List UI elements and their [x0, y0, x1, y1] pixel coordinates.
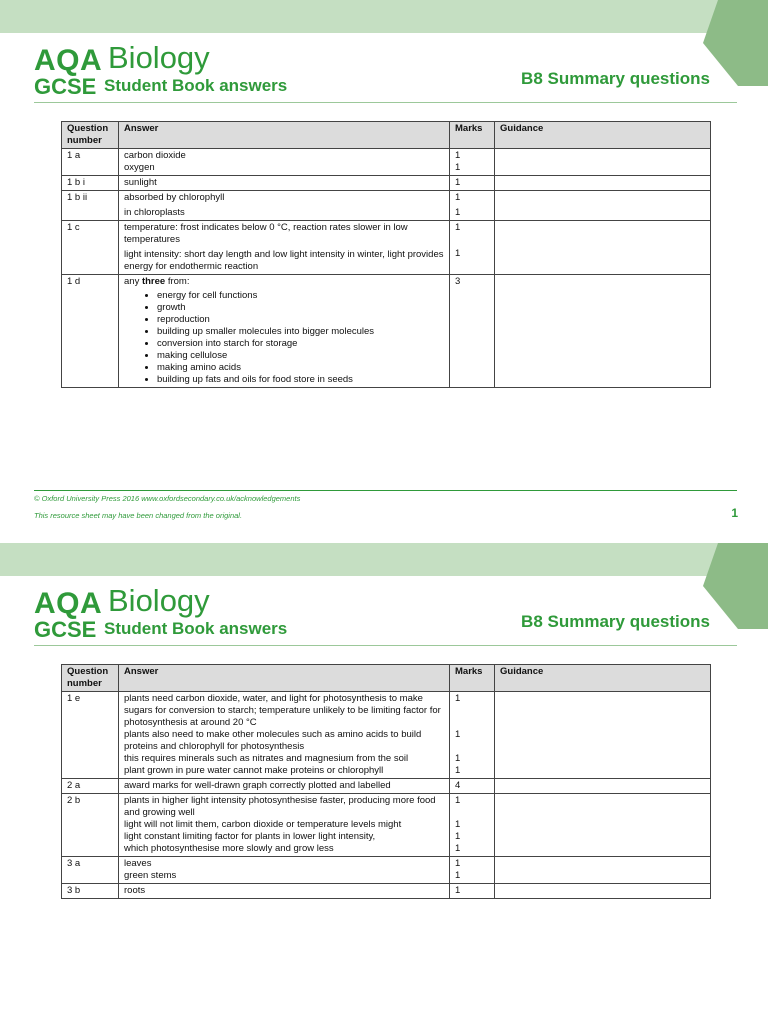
question-number: 1 d — [62, 275, 119, 388]
answer-cell — [119, 221, 450, 275]
answer-cell — [119, 692, 450, 779]
mark-value: 1 — [455, 831, 461, 842]
table-row — [62, 275, 711, 388]
list-item: • reproduction — [157, 314, 444, 326]
guidance-cell — [495, 176, 711, 191]
marks-cell — [450, 176, 495, 191]
mark-value: 1 — [455, 222, 461, 233]
header-band — [0, 0, 768, 33]
mark-value: 1 — [455, 885, 461, 896]
copyright-notice: © Oxford University Press 2016 www.oxfordsecondary.co.uk/acknowledgements — [34, 494, 301, 503]
answer-line: temperature: frost indicates below 0 °C, reaction rates slower in low temperatures — [124, 222, 408, 245]
header-answer: Answer — [119, 665, 450, 692]
brand-biology: Biology — [108, 40, 210, 75]
answer-cell — [119, 779, 450, 794]
marks-cell — [450, 275, 495, 388]
mark-value: 1 — [455, 858, 461, 869]
list-item: • growth — [157, 302, 444, 314]
table-row — [62, 149, 711, 176]
answer-line: award marks for well-drawn graph correctly plotted and labelled — [124, 780, 391, 791]
brand-gcse: GCSE — [34, 74, 97, 99]
table-header-row — [62, 665, 711, 692]
answer-line: carbon dioxide — [124, 150, 186, 161]
header-guidance: Guidance — [495, 122, 711, 149]
list-item: • energy for cell functions — [157, 290, 444, 302]
mark-value: 1 — [455, 765, 461, 776]
answer-line: oxygen — [124, 162, 155, 173]
header-marks: Marks — [450, 122, 495, 149]
header-answer: Answer — [119, 122, 450, 149]
answers-table-page-1 — [61, 121, 711, 388]
list-item: • conversion into starch for storage — [157, 338, 444, 350]
marks-cell — [450, 794, 495, 857]
guidance-cell — [495, 779, 711, 794]
header-question: Question number — [62, 665, 119, 692]
list-item: • making amino acids — [157, 362, 444, 374]
page-title: B8 Summary questions — [521, 69, 710, 88]
answers-table-page-2 — [61, 664, 711, 899]
answer-line: plant grown in pure water cannot make proteins or chlorophyll — [124, 765, 384, 776]
question-number: 1 e — [62, 692, 119, 779]
answer-line: roots — [124, 885, 146, 896]
marks-cell — [450, 221, 495, 275]
question-number: 1 c — [62, 221, 119, 275]
question-number: 1 a — [62, 149, 119, 176]
page-title: B8 Summary questions — [521, 612, 710, 631]
question-number: 3 b — [62, 884, 119, 899]
header-divider — [34, 102, 737, 103]
answer-line: light will not limit them, carbon dioxide or temperature levels might — [124, 819, 402, 830]
table-row — [62, 779, 711, 794]
table-row — [62, 176, 711, 191]
answer-line: light constant limiting factor for plants in lower light intensity, — [124, 831, 376, 842]
answer-line: absorbed by chlorophyll — [124, 192, 225, 203]
answer-cell — [119, 191, 450, 221]
mark-value: 1 — [455, 248, 461, 259]
table-row — [62, 191, 711, 221]
brand-subtitle: Student Book answers — [104, 76, 288, 95]
mark-value: 1 — [455, 693, 461, 704]
mark-value: 1 — [455, 162, 461, 173]
answer-cell — [119, 176, 450, 191]
mark-value: 1 — [455, 207, 461, 218]
question-number: 1 b ii — [62, 191, 119, 221]
guidance-cell — [495, 221, 711, 275]
header-marks: Marks — [450, 665, 495, 692]
brand-subtitle: Student Book answers — [104, 619, 288, 638]
guidance-cell — [495, 692, 711, 779]
brand-aqa: AQA — [34, 587, 103, 620]
guidance-cell — [495, 884, 711, 899]
answer-line: this requires minerals such as nitrates and magnesium from the soil — [124, 753, 409, 764]
table-header-row — [62, 122, 711, 149]
guidance-cell — [495, 857, 711, 884]
guidance-cell — [495, 149, 711, 176]
answer-line: sunlight — [124, 177, 157, 188]
mark-value: 1 — [455, 192, 461, 203]
mark-value: 1 — [455, 870, 461, 881]
question-number: 1 b i — [62, 176, 119, 191]
page-number: 1 — [731, 506, 738, 520]
table-row — [62, 221, 711, 275]
answer-intro: any three from: — [124, 276, 190, 287]
marks-cell — [450, 149, 495, 176]
header-band — [0, 543, 768, 576]
bullet-list — [124, 290, 444, 386]
mark-value: 3 — [455, 276, 461, 287]
brand-gcse: GCSE — [34, 617, 97, 642]
page-2 — [0, 543, 768, 1024]
mark-value: 4 — [455, 780, 461, 791]
table-row — [62, 884, 711, 899]
table-row — [62, 692, 711, 779]
answer-line: green stems — [124, 870, 177, 881]
list-item: • building up fats and oils for food store in seeds — [157, 374, 444, 386]
answer-line: which photosynthesise more slowly and grow less — [124, 843, 334, 854]
mark-value: 1 — [455, 819, 461, 830]
list-item: • building up smaller molecules into bigger molecules — [157, 326, 444, 338]
marks-cell — [450, 884, 495, 899]
header-question: Question number — [62, 122, 119, 149]
question-number: 3 a — [62, 857, 119, 884]
answer-cell — [119, 794, 450, 857]
marks-cell — [450, 779, 495, 794]
table-row — [62, 857, 711, 884]
resource-notice: This resource sheet may have been changed from the original. — [34, 511, 243, 520]
answer-line: light intensity: short day length and low light intensity in winter, light provides energy for endothermic reaction — [124, 249, 444, 272]
mark-value: 1 — [455, 753, 461, 764]
guidance-cell — [495, 275, 711, 388]
answer-line: plants also need to make other molecules such as amino acids to build proteins and chlorophyll for photosynthesis — [124, 729, 422, 752]
brand-aqa: AQA — [34, 44, 103, 77]
header-guidance: Guidance — [495, 665, 711, 692]
mark-value: 1 — [455, 177, 461, 188]
answer-line: in chloroplasts — [124, 207, 185, 218]
footer-divider — [34, 490, 737, 491]
question-number: 2 b — [62, 794, 119, 857]
guidance-cell — [495, 794, 711, 857]
marks-cell — [450, 857, 495, 884]
answer-line: plants need carbon dioxide, water, and light for photosynthesis to make sugars for conversion to starch; temperature unlikely to be limiting factor for photosynthesis at around 20 °C — [124, 693, 441, 728]
table-row — [62, 794, 711, 857]
header-divider — [34, 645, 737, 646]
mark-value: 1 — [455, 150, 461, 161]
mark-value: 1 — [455, 795, 461, 806]
list-item: • making cellulose — [157, 350, 444, 362]
mark-value: 1 — [455, 843, 461, 854]
marks-cell — [450, 692, 495, 779]
answer-cell — [119, 149, 450, 176]
answer-cell — [119, 884, 450, 899]
mark-value: 1 — [455, 729, 461, 740]
brand-biology: Biology — [108, 583, 210, 618]
question-number: 2 a — [62, 779, 119, 794]
answer-line: leaves — [124, 858, 152, 869]
marks-cell — [450, 191, 495, 221]
answer-line: plants in higher light intensity photosynthesise faster, producing more food and growing well — [124, 795, 436, 818]
guidance-cell — [495, 191, 711, 221]
answer-cell — [119, 275, 450, 388]
answer-cell — [119, 857, 450, 884]
